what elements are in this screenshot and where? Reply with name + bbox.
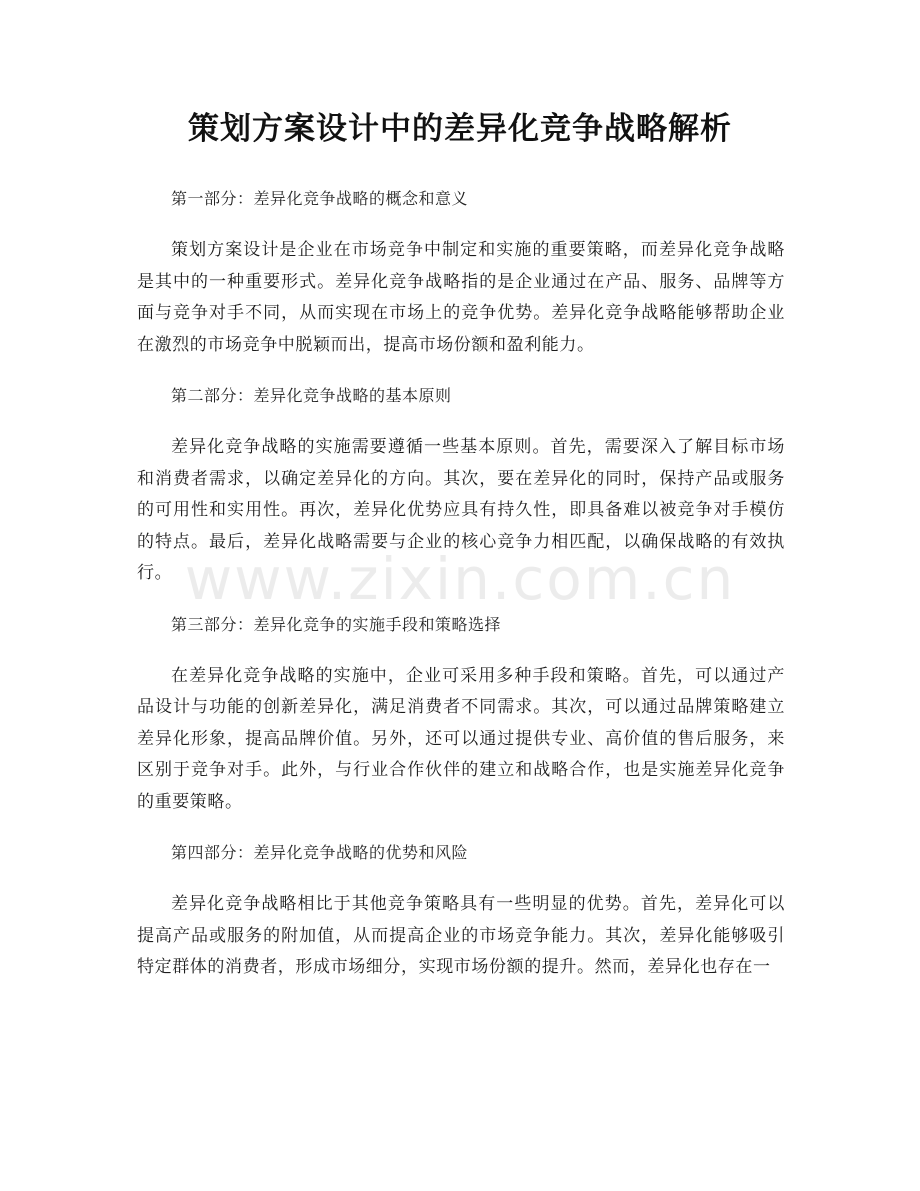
watermark: www.zixin.com.cn <box>184 545 736 613</box>
section-heading: 第二部分：差异化竞争战略的基本原则 <box>171 386 452 405</box>
section-paragraph: 策划方案设计是企业在市场竞争中制定和实施的重要策略，而差异化竞争战略是其中的一种重要形式。差异化竞争战略指的是企业通过在产品、服务、品牌等方面与竞争对手不同，从而实现在市场上的竞争优势。差异化竞争战略能够帮助企业在激烈的市场竞争中脱颖而出，提高市场份额和盈利能力。 <box>137 240 785 355</box>
section-heading: 第三部分：差异化竞争的实施手段和策略选择 <box>171 614 502 634</box>
section-heading: 第一部分：差异化竞争战略的概念和意义 <box>171 189 469 208</box>
document-body <box>137 183 785 984</box>
document-title: 策划方案设计中的差异化竞争战略解析 <box>188 111 732 147</box>
section-paragraph: 差异化竞争战略相比于其他竞争策略具有一些明显的优势。首先，差异化可以提高产品或服务的附加值，从而提高企业的市场竞争能力。其次，差异化能够吸引特定群体的消费者，形成市场细分，实现市场份额的提升。然而，差异化也存在一 <box>137 894 785 977</box>
section-4 <box>137 837 785 984</box>
section-paragraph: 在差异化竞争战略的实施中，企业可采用多种手段和策略。首先，可以通过产品设计与功能的创新差异化，满足消费者不同需求。其次，可以通过品牌策略建立差异化形象，提高品牌价值。另外，还可以通过提供专业、高价值的售后服务，来区别于竞争对手。此外，与行业合作伙伴的建立和战略合作，也是实施差异化竞争的重要策略。 <box>137 665 785 812</box>
section-heading: 第四部分：差异化竞争战略的优势和风险 <box>171 843 469 862</box>
section-3 <box>137 609 785 838</box>
section-paragraph: 差异化竞争战略的实施需要遵循一些基本原则。首先，需要深入了解目标市场和消费者需求，以确定差异化的方向。其次，要在差异化的同时，保持产品或服务的可用性和实用性。再次，差异化优势应具有持久性，即具备难以被竞争对手模仿的特点。最后，差异化战略需要与企业的核心竞争力相匹配，以确保战略的有效执行。 <box>137 437 785 583</box>
section-2 <box>137 380 785 609</box>
section-1 <box>137 183 785 380</box>
